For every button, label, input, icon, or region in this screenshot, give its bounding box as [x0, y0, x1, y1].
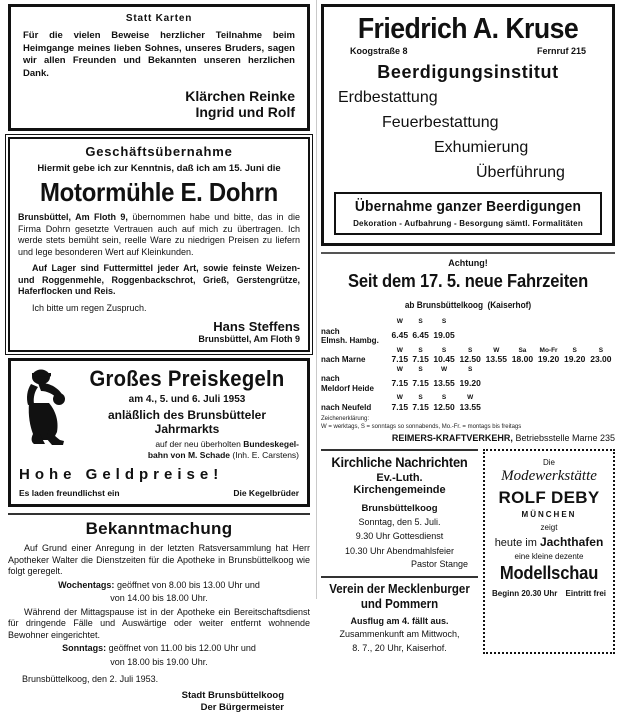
tt-time: 18.00 [511, 354, 534, 364]
bekanntmachung-weekday-hours-1: geöffnet von 8.00 bis 13.00 Uhr und [116, 579, 260, 590]
tt-mark: W [396, 318, 403, 325]
tt-mark: S [418, 365, 423, 373]
timetable [321, 317, 615, 412]
muehle-para-2: Auf Lager sind Futtermittel jeder Art, sowie feinste Weizen- und Roggenmehle, Roggenbackschrot, Grieß, Gerstengrütze, Haferflocken und Reis. [18, 263, 300, 296]
church-divider [321, 576, 478, 578]
timetable-row [321, 403, 615, 413]
deby-workshop-name: Modewerkstätte [501, 468, 597, 484]
tt-time: 6.45 [391, 330, 409, 341]
tt-time: 6.45 [412, 330, 429, 341]
tt-time: 19.20 [564, 354, 586, 364]
bekanntmachung-signature-2: Der Bürgermeister [200, 701, 284, 713]
timetable-headline-2: ab Brunsbüttelkoog [404, 300, 484, 310]
kegeln-venue-line1: auf der neu überholten [155, 439, 241, 449]
church-day: Sonntag, den 5. Juli. [358, 517, 441, 527]
tt-dest-line1: nach [321, 374, 340, 383]
tt-time: 7.15 [391, 401, 409, 412]
tt-time: 13.55 [485, 354, 507, 364]
bus-timetable-ad [321, 252, 615, 443]
kruse-institute-label: Beerdigungsinstitut [377, 62, 559, 82]
tt-mark: Sa [518, 346, 527, 354]
bekanntmachung-signature-1: Stadt Brunsbüttelkoog [181, 689, 284, 701]
church-place: Brunsbüttelkoog [361, 503, 438, 514]
bekanntmachung-weekday-hours-2: von 14.00 bis 18.00 Uhr. [110, 593, 208, 603]
kegeln-venue-note: (Inh. E. Carstens) [232, 449, 299, 460]
obituary-body: Für die vielen Beweise herzlicher Teilnahme beim Heimgange meines lieben Sohnes, unseres Bruders, sagen wir allen Freunden und Bekannten unseren herzlichen Dank. [23, 30, 295, 79]
timetable-row [321, 355, 615, 365]
bekanntmachung-sunday-row [8, 643, 310, 655]
tt-mark: W [396, 346, 403, 354]
tt-mark: S [441, 346, 447, 354]
church-sub-2: Kirchengemeinde [353, 484, 446, 496]
kruse-panel-sub: Dekoration - Aufbahrung - Besorgung sämtl. Formalitäten [353, 219, 583, 228]
tt-time: 19.05 [433, 330, 455, 341]
deby-descriptor: eine kleine dezente [514, 552, 584, 561]
kruse-panel-headline: Übernahme ganzer Beerdigungen [354, 198, 582, 215]
church-header: Kirchliche Nachrichten [331, 454, 468, 470]
kegeln-venue-bold1: Bundeskegel- [243, 439, 299, 449]
kegeln-headline: Großes Preiskegeln [89, 366, 285, 391]
timetable-firm: REIMERS-KRAFTVERKEHR, [391, 433, 513, 443]
timetable-headline-1: Seit dem 17. 5. neue Fahrzeiten [347, 271, 589, 291]
obituary-signature-2: Ingrid und Rolf [195, 104, 295, 120]
obituary-header: Statt Karten [125, 13, 193, 24]
tt-time: 7.15 [412, 401, 429, 412]
deby-venue-row [490, 535, 608, 549]
muehle-title: Geschäftsübernahme [85, 144, 233, 159]
verein-note: Ausflug am 4. fällt aus. [350, 616, 449, 626]
tt-mark: S [418, 394, 423, 401]
muehle-para-3: Ich bitte um regen Zuspruch. [32, 302, 147, 313]
muehle-para-1-text: übernommen habe und bitte, das in die Firma Dohrn gesetzte Vertrauen auch auf mich zu übertragen. Ich werde stets bemüht sein, reelle Ware zu niedrigen Preisen zu liefern und lege besonderen Wert auf Kleinkunden. [18, 212, 300, 257]
funeral-institute-ad [321, 4, 615, 246]
tt-time: 7.15 [391, 377, 409, 388]
tt-mark: W [440, 365, 448, 373]
tt-mark: S [441, 318, 447, 325]
bekanntmachung-header: Bekanntmachung [85, 519, 233, 538]
tt-mark: S [572, 346, 577, 354]
church-sub-1: Ev.-Luth. [376, 472, 423, 484]
tt-mark: S [418, 346, 423, 354]
tt-time: 13.55 [433, 377, 455, 388]
tt-dest-line2: Meldorf Heide [321, 383, 374, 393]
church-event-2: 10.30 Uhr Abendmahlsfeier [344, 546, 455, 556]
tt-mark: S [598, 346, 604, 354]
tt-mark: W [493, 346, 500, 354]
muehle-subtitle: Hiermit gebe ich zur Kenntnis, daß ich am 15. Juni die [37, 163, 281, 174]
verein-name-2: und Pommern [360, 597, 439, 611]
bekanntmachung-weekday-row [8, 580, 310, 592]
muehle-signature-address: Brunsbüttel, Am Floth 9 [198, 334, 300, 344]
tt-time: 12.50 [459, 354, 481, 364]
right-column [316, 0, 621, 653]
bekanntmachung-place-date: Brunsbüttelkoog, den 2. Juli 1953. [22, 674, 159, 684]
timetable-row [321, 327, 615, 346]
official-notice-ad [8, 513, 310, 714]
tt-time: 19.20 [459, 377, 481, 388]
tt-time: 13.55 [459, 401, 481, 412]
deby-shows-label: zeigt [540, 523, 558, 532]
kegeln-foot-right: Die Kegelbrüder [233, 488, 299, 498]
timetable-marks-row-3 [321, 365, 615, 375]
bekanntmachung-sunday-hours-1: geöffnet von 11.00 bis 12.00 Uhr und [108, 643, 256, 653]
kruse-address: Koogstraße 8 [350, 46, 408, 56]
fashion-show-ad [483, 449, 615, 654]
kruse-highlight-panel [334, 192, 602, 235]
deby-venue-pre: heute im [494, 537, 537, 549]
obituary-signature-1: Klärchen Reinke [185, 88, 295, 104]
muehle-signature: Hans Steffens [213, 319, 300, 334]
obituary-thanks-ad [8, 4, 310, 131]
deby-event-title: Modellschau [499, 563, 599, 583]
timetable-legend [321, 416, 615, 431]
tt-time: 7.15 [412, 377, 429, 388]
tt-mark: W [467, 394, 474, 401]
muehle-address: Brunsbüttel, Am Floth 9, [18, 212, 128, 222]
verein-meeting-1: Zusammenkunft am Mittwoch, [339, 629, 460, 639]
church-pastor: Pastor Stange [410, 559, 468, 569]
tt-mark: S [468, 365, 473, 373]
timetable-headline-2-note: (Kaiserhof) [487, 300, 532, 310]
timetable-firm-note: Betriebsstelle Marne 235 [515, 433, 615, 443]
tt-destination [321, 374, 390, 393]
bowler-silhouette-icon [19, 366, 75, 451]
timetable-headline-2-row [333, 292, 603, 313]
church-event-1: 9.30 Uhr Gottesdienst [355, 531, 444, 541]
tt-time: 19.20 [537, 354, 560, 364]
bowling-prize-event-ad [8, 358, 310, 507]
kruse-service-4: Überführung [476, 164, 565, 181]
tt-time: 7.15 [391, 354, 409, 364]
tt-mark: Mo-Fr [539, 346, 558, 354]
kruse-service-1: Erdbestattung [338, 89, 438, 106]
bekanntmachung-para-1: Auf Grund einer Anregung in der letzten Ratsversammlung hat Herr Apotheker Walter die Dienstzeiten für die Apotheke in Brunsbüttelkoog wie folgt geregelt. [8, 543, 310, 576]
timetable-legend-title: Zeichenerklärung: [321, 416, 370, 422]
kruse-business-name: Friedrich A. Kruse [357, 13, 579, 45]
kegeln-prizes: Hohe Geldpreise! [19, 466, 224, 483]
tt-time: 7.15 [412, 354, 429, 364]
tt-time: 12.50 [433, 401, 455, 412]
deby-city: MÜNCHEN [521, 510, 577, 519]
bekanntmachung-sunday-label: Sonntags: [62, 643, 107, 653]
timetable-marks-row-1 [321, 317, 615, 327]
timetable-attention: Achtung! [448, 258, 488, 268]
tt-mark: W [396, 365, 403, 373]
kegeln-venue-bold2: bahn von M. Schade [147, 449, 231, 460]
tt-dest-line2: Elmsh. Hambg. [321, 336, 379, 345]
tt-destination: nach Neufeld [321, 402, 372, 412]
tt-dest-line1: nach [321, 326, 340, 336]
deby-brand: ROLF DEBY [498, 488, 600, 507]
bekanntmachung-sunday-hours-2: von 18.00 bis 19.00 Uhr. [110, 656, 208, 667]
verein-name-1: Verein der Mecklenburger [329, 582, 470, 596]
bekanntmachung-weekday-label: Wochentags: [58, 579, 115, 590]
timetable-row [321, 374, 615, 393]
tt-mark: S [441, 394, 447, 401]
deby-start-time: Beginn 20.30 Uhr [492, 589, 558, 598]
tt-mark: S [468, 346, 473, 354]
kruse-phone: Fernruf 215 [536, 46, 586, 56]
tt-time: 10.45 [433, 354, 455, 364]
tt-mark: W [396, 394, 403, 401]
kegeln-foot-left: Es laden freundlichst ein [19, 488, 120, 498]
timetable-legend-body: W = werktags, S = sonntags so sonnabends, Mo.-Fr. = montags bis freitags [321, 423, 522, 430]
tt-destination: nach Marne [321, 355, 366, 364]
kruse-service-3: Exhumierung [434, 139, 529, 156]
tt-mark: S [418, 318, 423, 325]
bekanntmachung-para-2: Während der Mittagspause ist in der Apotheke ein Bereitschaftsdienst für dringende Fälle und Auswärtige oder weiter entfernt wohnende Bewohner eingerichtet. [8, 606, 310, 640]
tt-destination [321, 327, 390, 346]
deby-line-1: Die [542, 458, 555, 467]
kruse-service-2: Feuerbestattung [382, 114, 499, 131]
bottom-ads-row [321, 449, 615, 660]
tt-time: 23.00 [590, 354, 612, 364]
muehle-para-1 [18, 212, 300, 258]
timetable-firm-row [321, 433, 615, 443]
kegeln-occasion: anläßlich des Brunsbütteler Jahrmarkts [107, 408, 267, 436]
church-notices-ad [321, 449, 478, 654]
business-takeover-ad [8, 137, 310, 352]
verein-meeting-2: 8. 7., 20 Uhr, Kaiserhof. [352, 643, 447, 653]
deby-admission: Eintritt frei [565, 589, 606, 598]
deby-venue: Jachthafen [539, 535, 604, 549]
kegeln-dates: am 4., 5. und 6. Juli 1953 [128, 394, 246, 405]
muehle-business-name: Motormühle E. Dohrn [40, 177, 278, 207]
